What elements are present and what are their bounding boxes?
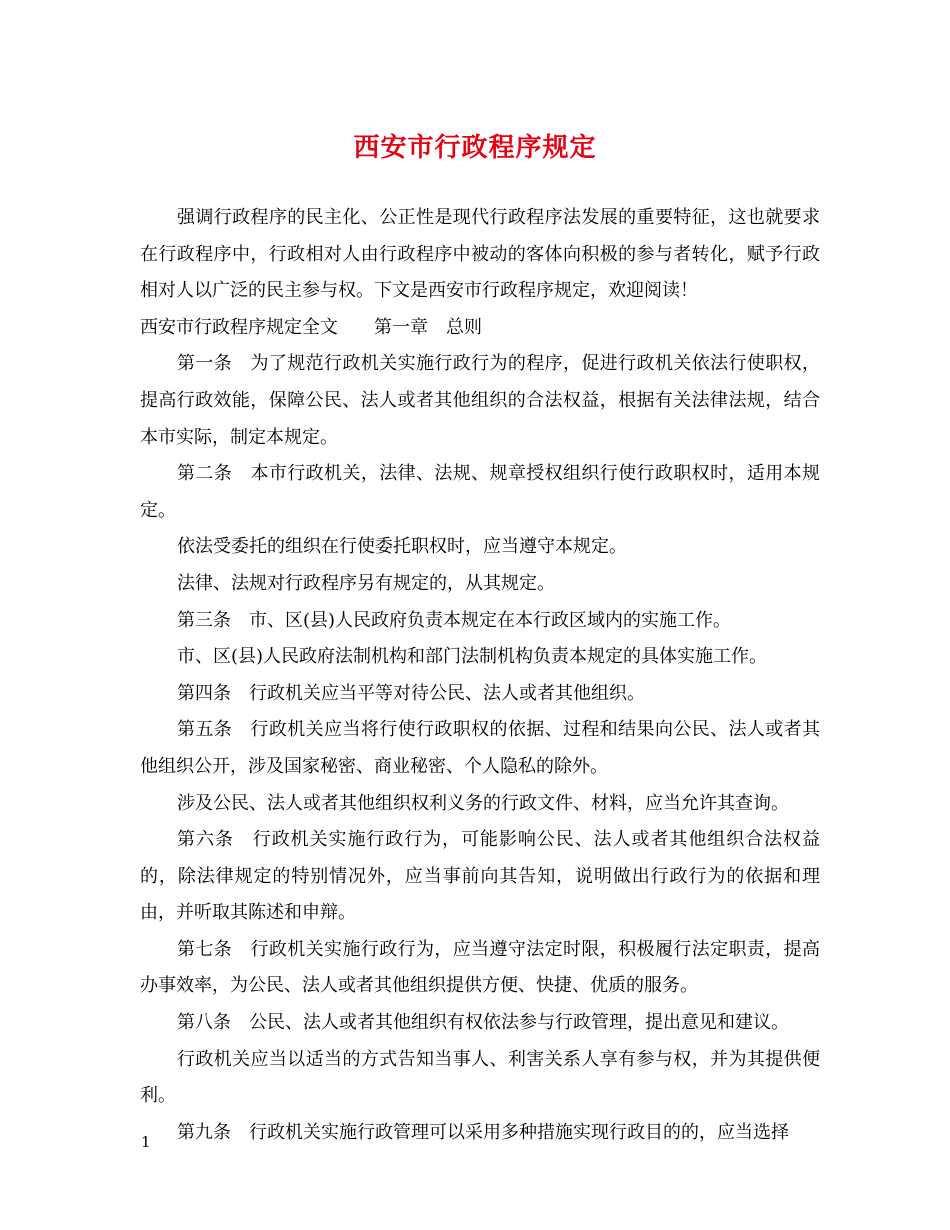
document-body <box>140 200 820 1151</box>
article-paragraph: 法律、法规对行政程序另有规定的，从其规定。 <box>177 572 555 594</box>
article-paragraph: 行政机关应当以适当的方式告知当事人、利害关系人享有参与权，并为其提供便利。 <box>140 1048 820 1107</box>
document-title: 西安市行政程序规定 <box>353 133 597 163</box>
article-paragraph: 市、区(县)人民政府法制机构和部门法制机构负责本规定的具体实施工作。 <box>177 646 768 668</box>
section-heading: 西安市行政程序规定全文 第一章 总则 <box>140 316 482 338</box>
article-paragraph: 第九条 行政机关实施行政管理可以采用多种措施实现行政目的的，应当选择 <box>177 1121 789 1143</box>
page-number: 1 <box>141 1133 151 1151</box>
article-paragraph: 依法受委托的组织在行使委托职权时，应当遵守本规定。 <box>177 536 627 558</box>
article-paragraph: 第八条 公民、法人或者其他组织有权依法参与行政管理，提出意见和建议。 <box>177 1012 789 1034</box>
article-paragraph: 第六条 行政机关实施行政行为，可能影响公民、法人或者其他组织合法权益的，除法律规定的特别情况外，应当事前向其告知，说明做出行政行为的依据和理由，并听取其陈述和申辩。 <box>140 829 820 924</box>
article-paragraph: 第四条 行政机关应当平等对待公民、法人或者其他组织。 <box>177 682 645 704</box>
article-paragraph: 第二条 本市行政机关，法律、法规、规章授权组织行使行政职权时，适用本规定。 <box>140 463 820 521</box>
article-paragraph: 第三条 市、区(县)人民政府负责本规定在本行政区域内的实施工作。 <box>177 609 732 631</box>
intro-paragraph: 强调行政程序的民主化、公正性是现代行政程序法发展的重要特征，这也就要求在行政程序中，行政相对人由行政程序中被动的客体向积极的参与者转化，赋予行政相对人以广泛的民主参与权。下文是西安市行政程序规定，欢迎阅读！ <box>140 207 820 302</box>
article-paragraph: 第七条 行政机关实施行政行为，应当遵守法定时限，积极履行法定职责，提高办事效率，为公民、法人或者其他组织提供方便、快捷、优质的服务。 <box>140 938 820 997</box>
article-paragraph: 第五条 行政机关应当将行使行政职权的依据、过程和结果向公民、法人或者其他组织公开，涉及国家秘密、商业秘密、个人隐私的除外。 <box>140 719 820 777</box>
article-paragraph: 涉及公民、法人或者其他组织权利义务的行政文件、材料，应当允许其查询。 <box>177 792 789 814</box>
article-paragraph: 第一条 为了规范行政机关实施行政行为的程序，促进行政机关依法行使职权，提高行政效能，保障公民、法人或者其他组织的合法权益，根据有关法律法规，结合本市实际，制定本规定。 <box>140 353 820 448</box>
